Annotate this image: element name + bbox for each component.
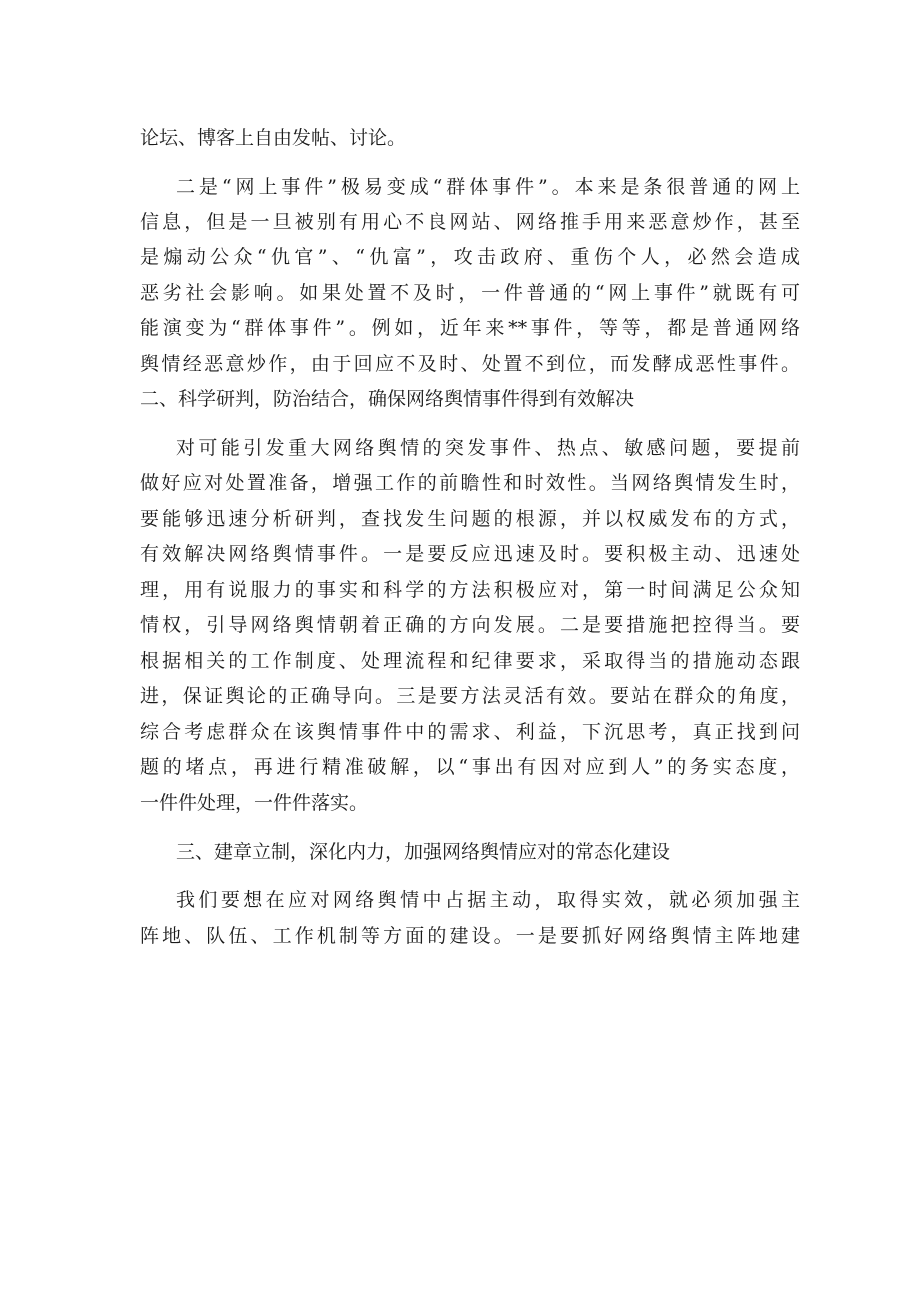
text-line: 二是“网上事件”极易变成“群体事件”。本来是条很普通的网上 <box>176 176 800 198</box>
text-line: 做好应对处置准备，增强工作的前瞻性和时效性。当网络舆情发生时， <box>140 472 800 494</box>
text-line: 题的堵点，再进行精准破解，以“事出有因对应到人”的务实态度， <box>140 756 800 778</box>
section-heading: 三、建章立制，深化内力，加强网络舆情应对的常态化建设 <box>176 841 671 863</box>
text-line: 有效解决网络舆情事件。一是要反应迅速及时。要积极主动、迅速处 <box>140 543 800 565</box>
text-line: 综合考虑群众在该舆情事件中的需求、利益，下沉思考，真正找到问 <box>140 721 800 743</box>
text-line: 论坛、博客上自由发帖、讨论。 <box>140 127 407 149</box>
text-line: 一件件处理，一件件落实。 <box>140 792 369 814</box>
text-line: 要能够迅速分析研判，查找发生问题的根源，并以权威发布的方式， <box>140 508 800 530</box>
text-line: 阵地、队伍、工作机制等方面的建设。一是要抓好网络舆情主阵地建 <box>140 925 800 947</box>
text-line: 能演变为“群体事件”。例如，近年来**事件，等等，都是普通网络 <box>140 317 800 339</box>
text-line: 根据相关的工作制度、处理流程和纪律要求，采取得当的措施动态跟 <box>140 650 800 672</box>
text-line: 对可能引发重大网络舆情的突发事件、热点、敏感问题，要提前 <box>176 437 800 459</box>
text-line: 恶劣社会影响。如果处置不及时，一件普通的“网上事件”就既有可 <box>140 282 800 304</box>
section-heading: 二、科学研判，防治结合，确保网络舆情事件得到有效解决 <box>140 388 635 410</box>
text-line: 理，用有说服力的事实和科学的方法积极应对，第一时间满足公众知 <box>140 579 800 601</box>
text-line: 是煽动公众“仇官”、“仇富”，攻击政府、重伤个人，必然会造成 <box>140 246 800 268</box>
text-line: 舆情经恶意炒作，由于回应不及时、处置不到位，而发酵成恶性事件。 <box>140 353 800 375</box>
text-line: 进，保证舆论的正确导向。三是要方法灵活有效。要站在群众的角度， <box>140 685 800 707</box>
text-line: 我们要想在应对网络舆情中占据主动，取得实效，就必须加强主 <box>176 889 800 911</box>
text-line: 信息，但是一旦被别有用心不良网站、网络推手用来恶意炒作，甚至 <box>140 211 800 233</box>
text-line: 情权，引导网络舆情朝着正确的方向发展。二是要措施把控得当。要 <box>140 614 800 636</box>
